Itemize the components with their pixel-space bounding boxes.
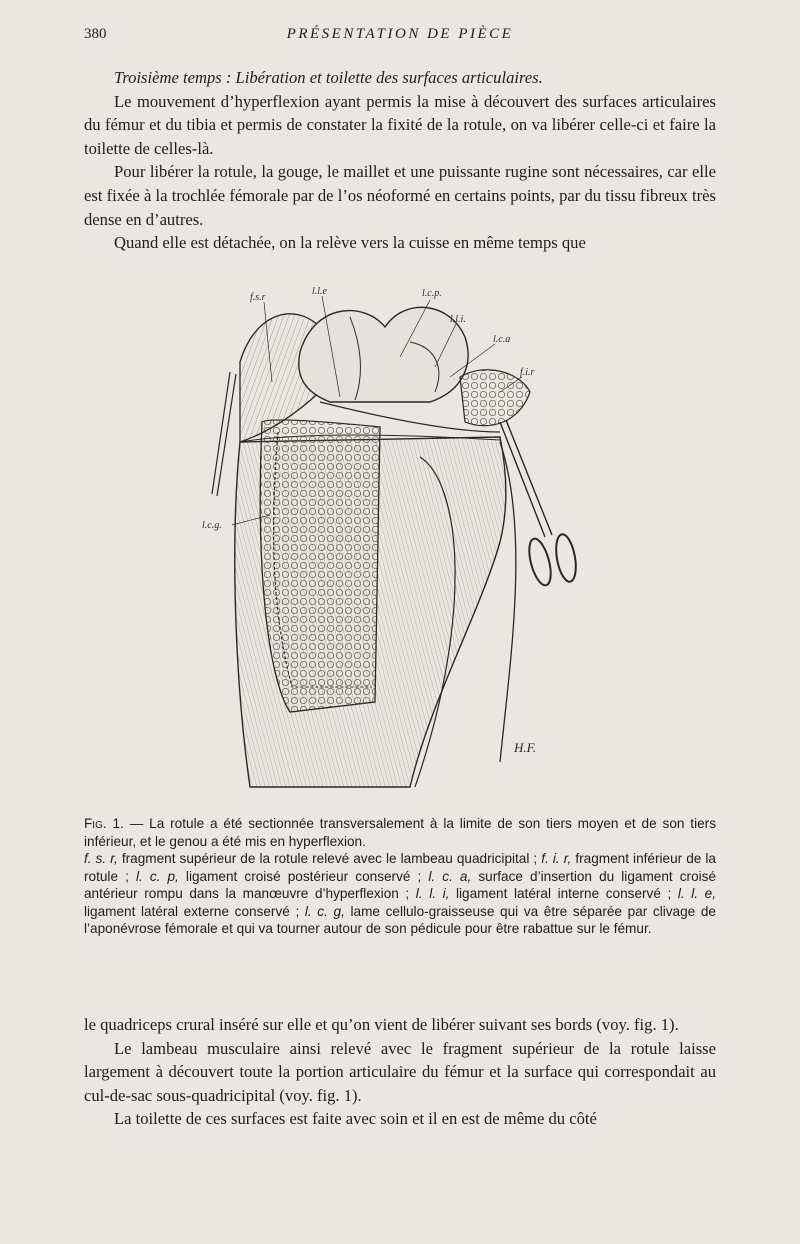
knee-illustration xyxy=(200,282,600,792)
paragraph: La toilette de ces surfaces est faite avec soin et il en est de même du côté xyxy=(114,1109,597,1129)
abbr-fsr: f. s. r, xyxy=(84,851,118,866)
caption-legend xyxy=(84,850,716,938)
page-number: 380 xyxy=(84,26,107,42)
def-lli: ligament latéral interne conservé ; xyxy=(449,886,678,901)
abbr-lli: l. l. i, xyxy=(415,886,450,901)
label-fsr: f.s.r xyxy=(250,292,266,303)
paragraph: Pour libérer la rotule, la gouge, le maillet et une puissante rugine sont nécessaires, car elle est fixée à la trochlée fémorale par de l’os néoformé en certains points, par du tissu fibreux très dense en d’autres. xyxy=(84,162,716,229)
paragraph: Quand elle est détachée, on la relève vers la cuisse en même temps que xyxy=(114,233,586,253)
def-lcp: ligament croisé postérieur conservé ; xyxy=(178,868,429,884)
label-lcp: l.c.p. xyxy=(422,288,442,299)
label-lca: l.c.a xyxy=(493,334,511,345)
bottom-text-block xyxy=(84,1013,716,1131)
cellulo-fatty-flap xyxy=(260,420,380,712)
caption-intro: — La rotule a été sectionnée transversalement à la limite de son tiers moyen et de son tiers inférieur, et le genou a été mis en hyperflexion. xyxy=(84,816,716,849)
illustrator-signature: H.F. xyxy=(514,740,537,755)
label-fir: f.i.r xyxy=(520,367,535,378)
abbr-lcp: l. c. p, xyxy=(135,868,179,884)
abbr-lle: l. l. e, xyxy=(677,886,716,901)
label-lcg: l.c.g. xyxy=(202,520,222,531)
abbr-lcg: l. c. g, xyxy=(304,903,345,919)
label-lli: l.l.i. xyxy=(450,314,466,325)
running-head: PRÉSENTATION DE PIÈCE xyxy=(286,26,514,42)
paragraph: Le lambeau musculaire ainsi relevé avec le fragment supérieur de la rotule laisse largement à découvert toute la portion articulaire du fémur et la surface qui correspondait au cul-de-sac sous-quadricipital (voy. fig. 1). xyxy=(84,1038,716,1105)
paragraph: le quadriceps crural inséré sur elle et qu’on vient de libérer suivant ses bords (voy. fig. 1). xyxy=(84,1015,679,1034)
abbr-fir: f. i. r, xyxy=(541,851,572,866)
paragraph: Le mouvement d’hyperflexion ayant permis la mise à découvert des surfaces articulaires du fémur et du tibia et permis de constater la fixité de la rotule, on va libérer celle-ci et faire la toilette de celles-là. xyxy=(84,91,716,158)
lower-fragment-rotula xyxy=(460,370,530,426)
def-lca: surface d’insertion du ligament croisé antérieur rompu dans la manœuvre d’hyperflexion ; xyxy=(84,868,717,901)
def-lle: ligament latéral externe conservé ; xyxy=(84,903,305,919)
top-text-block xyxy=(84,66,716,255)
section-title: Troisième temps : Libération et toilette des surfaces articulaires. xyxy=(114,68,543,87)
def-fir: fragment inférieur de la rotule ; xyxy=(84,851,716,884)
figure-caption xyxy=(84,815,716,938)
abbr-lca: l. c. a, xyxy=(428,868,472,884)
caption-figure-label: Fig. 1. xyxy=(84,816,124,831)
page-header xyxy=(84,26,716,46)
def-fsr: fragment supérieur de la rotule relevé avec le lambeau quadricipital ; xyxy=(117,851,542,866)
right-forceps xyxy=(500,420,579,588)
femoral-condyles xyxy=(299,307,468,402)
def-lcg: lame cellulo-graisseuse qui va être séparée par clivage de l’aponévrose fémorale et qui va tourner autour de son pédicule pour être rabattue sur le fémur. xyxy=(84,903,716,936)
label-lle: l.l.e xyxy=(312,286,327,297)
left-forceps xyxy=(212,372,236,496)
